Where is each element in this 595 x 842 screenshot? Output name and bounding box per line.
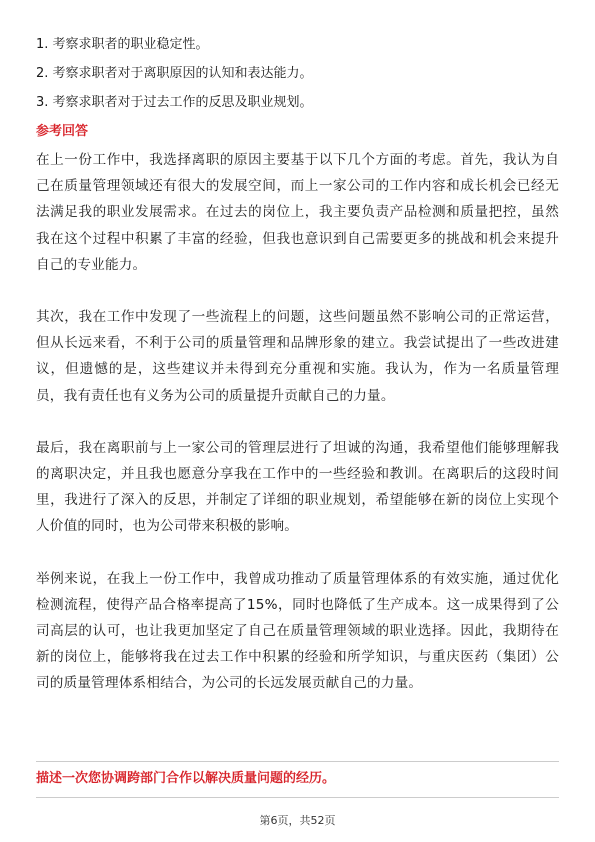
reference-answer-body <box>36 147 559 723</box>
objective-item: 3. 考察求职者对于过去工作的反思及职业规划。 <box>36 95 313 110</box>
divider <box>36 761 559 762</box>
objectives-list <box>36 30 566 117</box>
next-question-heading: 描述一次您协调跨部门合作以解决质量问题的经历。 <box>36 771 336 786</box>
answer-paragraph: 最后，我在离职前与上一家公司的管理层进行了坦诚的沟通，我希望他们能够理解我的离职决定，并且我也愿意分享我在工作中的一些经验和教训。在离职后的这段时间里，我进行了深入的反思，并制定了详细的职业规划，希望能够在新的岗位上实现个人价值的同时，也为公司带来积极的影响。 <box>36 439 559 535</box>
objective-item: 2. 考察求职者对于离职原因的认知和表达能力。 <box>36 66 313 81</box>
page-number: 第6页，共52页 <box>259 814 336 827</box>
answer-paragraph: 在上一份工作中，我选择离职的原因主要基于以下几个方面的考虑。首先，我认为自己在质量管理领域还有很大的发展空间，而上一家公司的工作内容和成长机会已经无法满足我的职业发展需求。在过去的岗位上，我主要负责产品检测和质量把控，虽然我在这个过程中积累了丰富的经验，但我也意识到自己需要更多的挑战和机会来提升自己的专业能力。 <box>36 152 559 273</box>
divider <box>36 797 559 798</box>
objective-item: 1. 考察求职者的职业稳定性。 <box>36 37 209 52</box>
answer-paragraph: 举例来说，在我上一份工作中，我曾成功推动了质量管理体系的有效实施，通过优化检测流程，使得产品合格率提高了15%，同时也降低了生产成本。这一成果得到了公司高层的认可，也让我更加坚定了自己在质量管理领域的职业选择。因此，我期待在新的岗位上，能够将我在过去工作中积累的经验和所学知识，与重庆医药（集团）公司的质量管理体系相结合，为公司的长远发展贡献自己的力量。 <box>36 570 559 692</box>
reference-answer-heading: 参考回答 <box>36 124 89 139</box>
answer-paragraph: 其次，我在工作中发现了一些流程上的问题，这些问题虽然不影响公司的正常运营，但从长远来看，不利于公司的质量管理和品牌形象的建立。我尝试提出了一些改进建议，但遗憾的是，这些建议并未得到充分重视和实施。我认为，作为一名质量管理员，我有责任也有义务为公司的质量提升贡献自己的力量。 <box>36 309 559 404</box>
